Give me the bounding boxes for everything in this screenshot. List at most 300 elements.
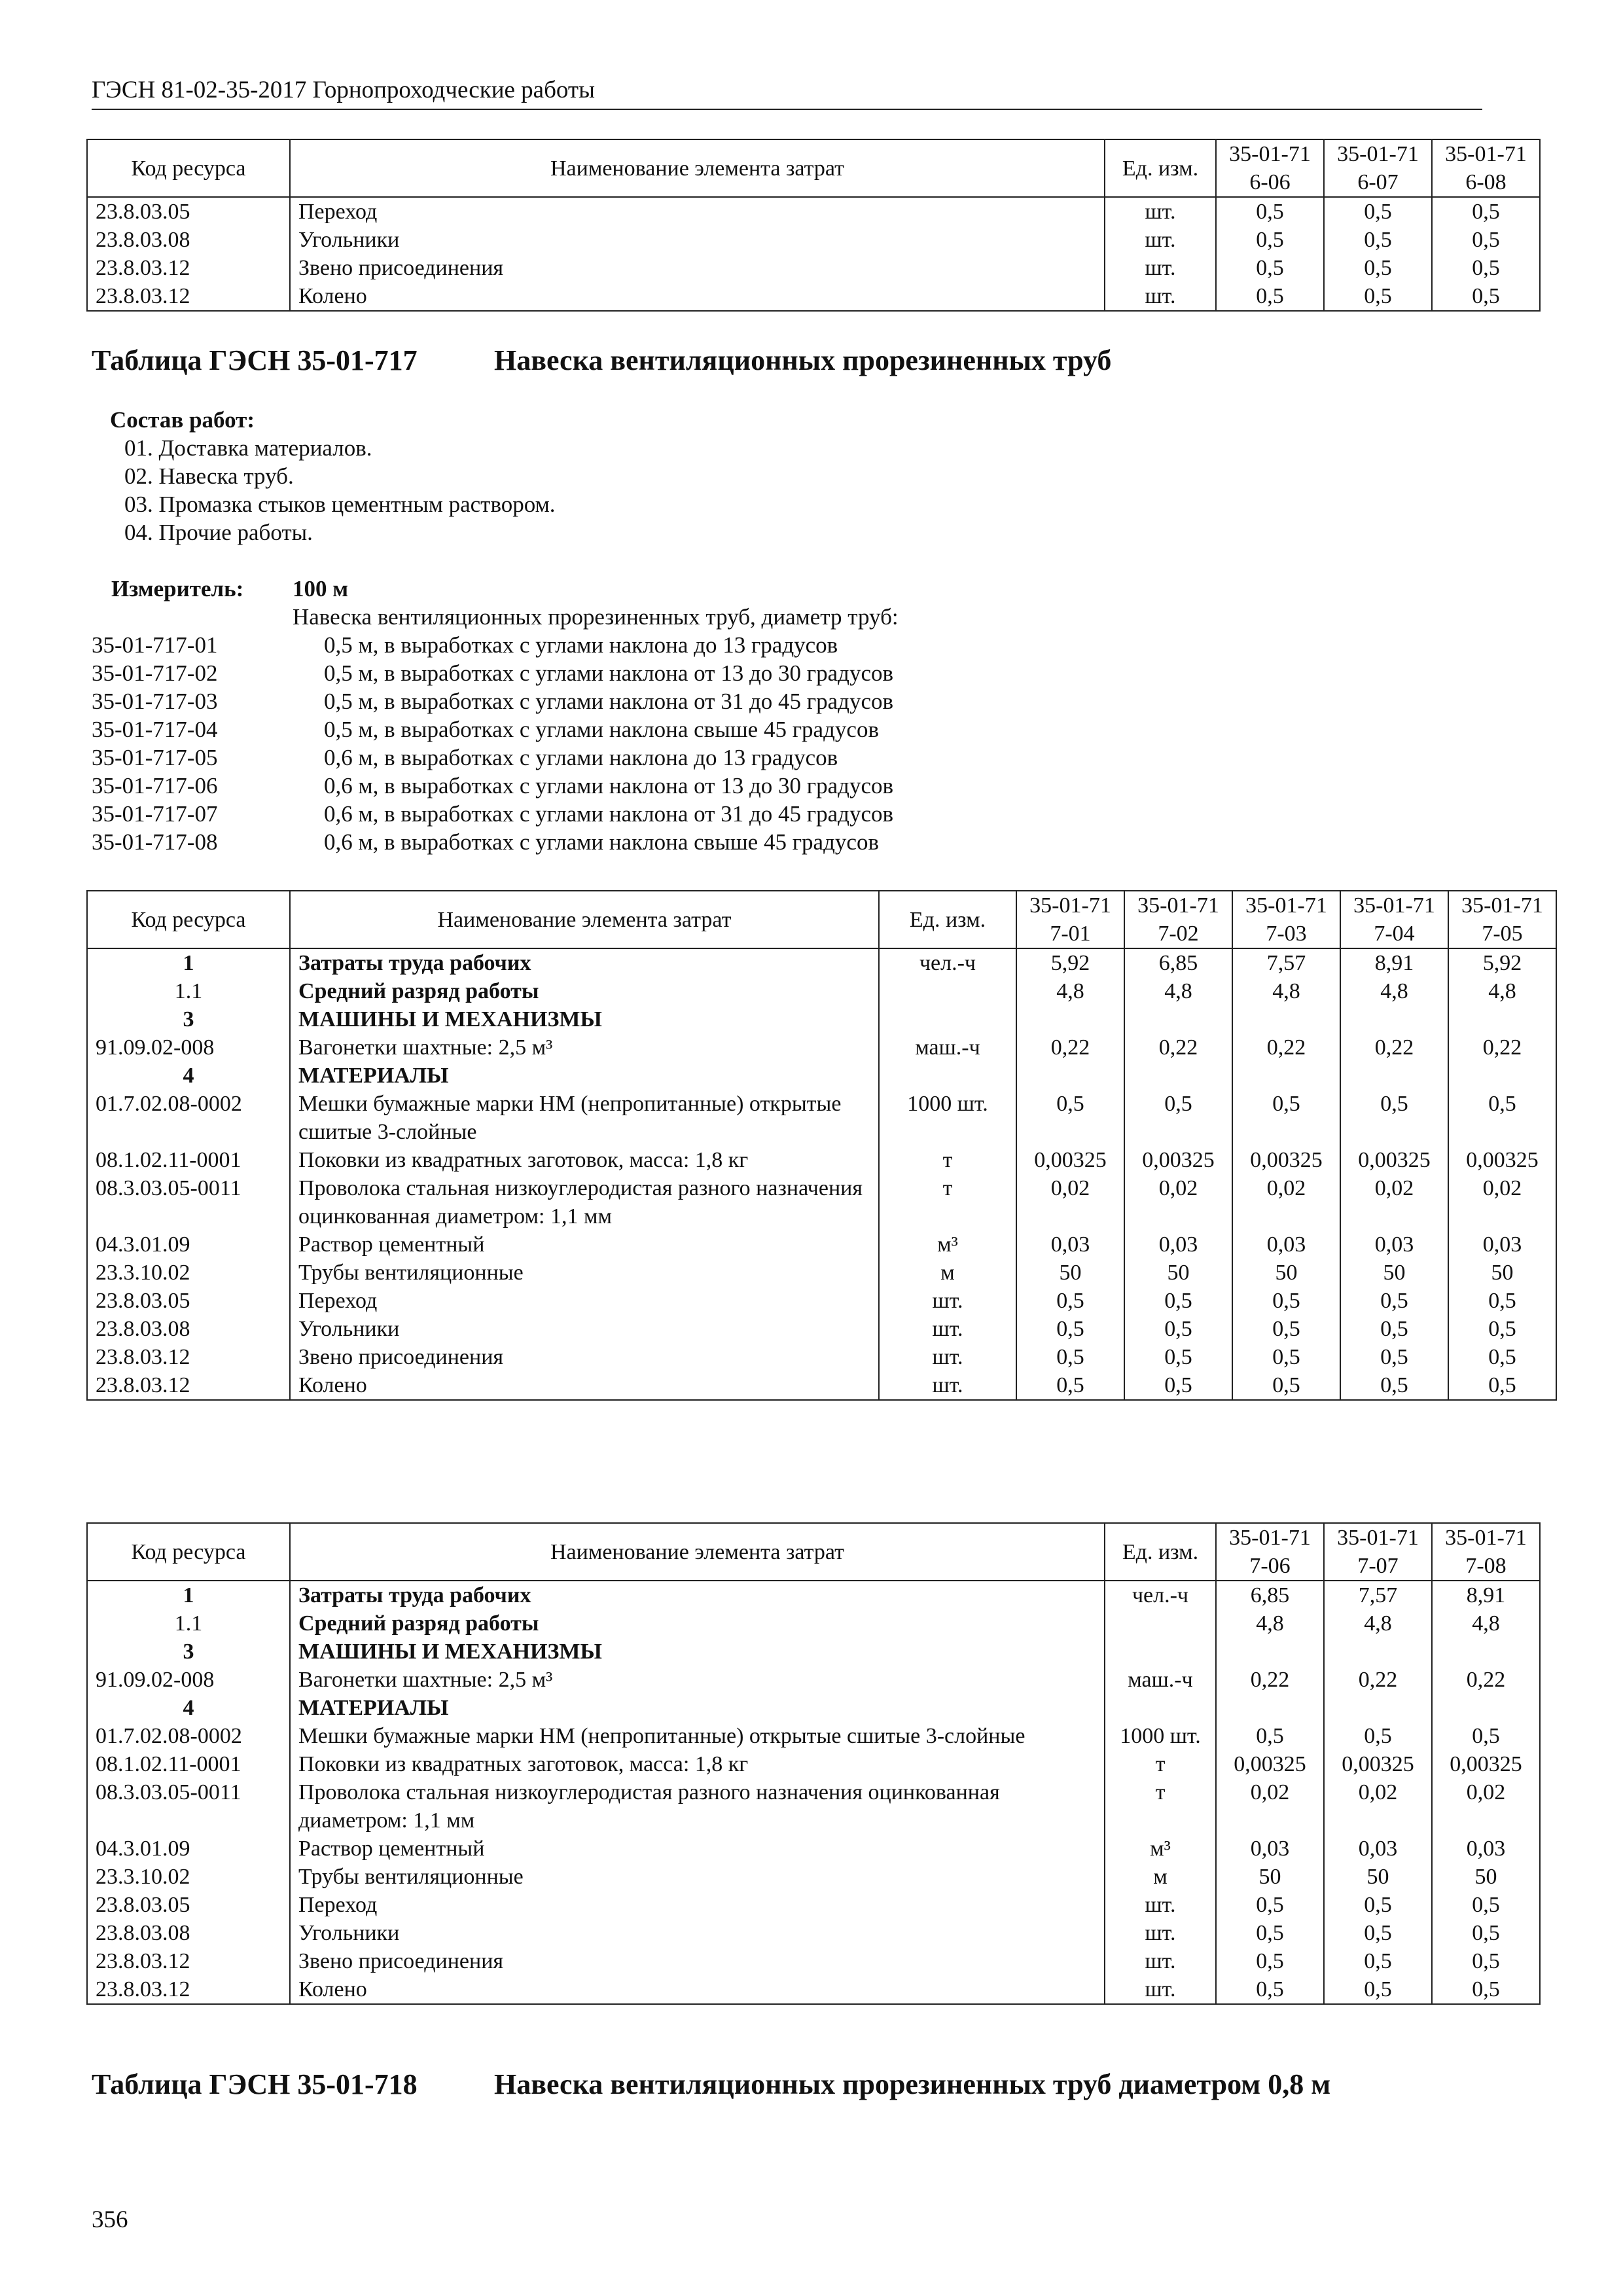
- meter-item: [92, 687, 1008, 715]
- table-heading-718: [92, 2068, 1331, 2101]
- table-row: [87, 1891, 1540, 1919]
- cell-value: 0,00325: [1124, 1146, 1232, 1174]
- cell-name: Угольники: [290, 1315, 879, 1343]
- cell-name: МАТЕРИАЛЫ: [290, 1062, 879, 1090]
- cell-code: 1: [87, 1581, 290, 1609]
- cell-value: 0,5: [1324, 1975, 1432, 2004]
- cell-unit: шт.: [879, 1287, 1016, 1315]
- cell-value: 50: [1016, 1259, 1124, 1287]
- column-header-unit: Ед. изм.: [1105, 1523, 1216, 1581]
- cell-value: 0,5: [1324, 1891, 1432, 1919]
- cell-code: 08.3.03.05-0011: [87, 1778, 290, 1835]
- cell-value: [1340, 1062, 1448, 1090]
- cell-name: Колено: [290, 1371, 879, 1400]
- cell-value: 4,8: [1432, 1609, 1540, 1638]
- cell-code: 04.3.01.09: [87, 1230, 290, 1259]
- table-row: [87, 1315, 1556, 1343]
- cell-value: 0,5: [1216, 254, 1324, 282]
- cell-unit: [1105, 1694, 1216, 1722]
- table-row: [87, 1835, 1540, 1863]
- meter-item: [92, 800, 1008, 828]
- cell-value: [1216, 1638, 1324, 1666]
- cell-value: 7,57: [1324, 1581, 1432, 1609]
- cell-value: 0,5: [1432, 1722, 1540, 1750]
- cell-value: 0,00325: [1016, 1146, 1124, 1174]
- cell-value: 0,22: [1324, 1666, 1432, 1694]
- cell-unit: чел.-ч: [1105, 1581, 1216, 1609]
- cell-value: 6,85: [1124, 948, 1232, 977]
- cell-value: 0,5: [1016, 1343, 1124, 1371]
- meter-label: Измеритель:: [111, 576, 244, 601]
- cell-value: 0,5: [1340, 1315, 1448, 1343]
- table-row: [87, 1230, 1556, 1259]
- table-row: [87, 1947, 1540, 1975]
- page-header: [92, 77, 1482, 110]
- cell-code: 08.1.02.11-0001: [87, 1750, 290, 1778]
- cell-name: Вагонетки шахтные: 2,5 м³: [290, 1666, 1105, 1694]
- cell-value: 0,5: [1016, 1315, 1124, 1343]
- work-item: 03. Промазка стыков цементным раствором.: [124, 492, 556, 517]
- cell-name: Звено присоединения: [290, 254, 1105, 282]
- table-row: [87, 1371, 1556, 1400]
- cell-value: 0,5: [1016, 1287, 1124, 1315]
- cell-value: 0,5: [1448, 1287, 1556, 1315]
- cell-name: Мешки бумажные марки НМ (непропитанные) открытые сшитые 3-слойные: [290, 1090, 879, 1146]
- cell-value: 4,8: [1448, 977, 1556, 1005]
- cell-name: Средний разряд работы: [290, 977, 879, 1005]
- meter-item: [92, 772, 1008, 800]
- cell-value: 0,03: [1232, 1230, 1340, 1259]
- table-row: [87, 1863, 1540, 1891]
- cell-value: 0,03: [1340, 1230, 1448, 1259]
- cell-unit: т: [879, 1146, 1016, 1174]
- cell-value: [1432, 1638, 1540, 1666]
- cell-value: 0,00325: [1232, 1146, 1340, 1174]
- work-item: 02. Навеска труб.: [124, 463, 294, 489]
- cell-value: [1448, 1005, 1556, 1033]
- table-row: [87, 1919, 1540, 1947]
- cell-value: 0,22: [1124, 1033, 1232, 1062]
- cell-name: МАШИНЫ И МЕХАНИЗМЫ: [290, 1005, 879, 1033]
- cell-name: Затраты труда рабочих: [290, 948, 879, 977]
- cost-table-717-01-05: [86, 890, 1557, 1401]
- cell-value: 0,5: [1232, 1343, 1340, 1371]
- cell-value: [1124, 1062, 1232, 1090]
- column-header-norm: 35-01-716-08: [1432, 139, 1540, 197]
- cell-code: 04.3.01.09: [87, 1835, 290, 1863]
- cell-name: Переход: [290, 197, 1105, 226]
- meter-item: [92, 631, 1008, 659]
- meter-item: [92, 744, 1008, 772]
- cell-unit: шт.: [879, 1343, 1016, 1371]
- cell-value: 4,8: [1340, 977, 1448, 1005]
- cell-value: 0,02: [1448, 1174, 1556, 1230]
- cell-value: 0,5: [1016, 1090, 1124, 1146]
- cell-code: 23.8.03.12: [87, 1947, 290, 1975]
- meter-item-code: 35-01-717-03: [92, 689, 218, 714]
- table-row: [87, 1259, 1556, 1287]
- cell-value: 0,5: [1232, 1090, 1340, 1146]
- meter-item-text: 0,6 м, в выработках с углами наклона от 31 до 45 градусов: [324, 801, 894, 827]
- column-header-unit: Ед. изм.: [879, 891, 1016, 948]
- cell-value: 0,5: [1216, 1975, 1324, 2004]
- column-header-unit: Ед. изм.: [1105, 139, 1216, 197]
- cost-table-716-continuation: [86, 139, 1541, 312]
- cell-unit: шт.: [1105, 254, 1216, 282]
- cost-table-717-06-08: [86, 1522, 1541, 2005]
- cell-name: Колено: [290, 1975, 1105, 2004]
- table-heading-name: Навеска вентиляционных прорезиненных труб диаметром 0,8 м: [494, 2068, 1331, 2100]
- cell-value: 4,8: [1016, 977, 1124, 1005]
- cell-value: 0,03: [1016, 1230, 1124, 1259]
- table-row: [87, 1722, 1540, 1750]
- cell-value: 0,5: [1448, 1315, 1556, 1343]
- cell-value: 4,8: [1124, 977, 1232, 1005]
- cell-value: 0,5: [1324, 1722, 1432, 1750]
- cell-value: 0,00325: [1324, 1750, 1432, 1778]
- cell-code: 08.1.02.11-0001: [87, 1146, 290, 1174]
- cell-code: 1: [87, 948, 290, 977]
- table-header-row: [87, 139, 1540, 197]
- cell-name: Мешки бумажные марки НМ (непропитанные) открытые сшитые 3-слойные: [290, 1722, 1105, 1750]
- column-header-name: Наименование элемента затрат: [290, 1523, 1105, 1581]
- column-header-norm: 35-01-717-07: [1324, 1523, 1432, 1581]
- cell-code: 3: [87, 1638, 290, 1666]
- column-header-name: Наименование элемента затрат: [290, 891, 879, 948]
- meter-item-text: 0,5 м, в выработках с углами наклона от 13 до 30 градусов: [324, 660, 894, 686]
- cell-code: 08.3.03.05-0011: [87, 1174, 290, 1230]
- cell-value: 8,91: [1432, 1581, 1540, 1609]
- cell-value: 0,5: [1216, 1891, 1324, 1919]
- column-header-code: Код ресурса: [87, 891, 290, 948]
- cell-value: 0,5: [1324, 226, 1432, 254]
- cell-value: 0,03: [1324, 1835, 1432, 1863]
- meter-item-code: 35-01-717-02: [92, 660, 218, 686]
- cell-value: 0,22: [1448, 1033, 1556, 1062]
- column-header-norm: 35-01-717-06: [1216, 1523, 1324, 1581]
- cell-unit: шт.: [1105, 1975, 1216, 2004]
- cell-code: 91.09.02-008: [87, 1666, 290, 1694]
- table-row: [87, 1581, 1540, 1609]
- table-row: [87, 1287, 1556, 1315]
- meter-block: [92, 575, 1008, 856]
- cell-value: 0,02: [1432, 1778, 1540, 1835]
- column-header-norm: 35-01-716-07: [1324, 139, 1432, 197]
- cell-value: 4,8: [1232, 977, 1340, 1005]
- cell-value: 0,5: [1340, 1343, 1448, 1371]
- cell-value: 0,22: [1016, 1033, 1124, 1062]
- cell-value: 0,5: [1124, 1371, 1232, 1400]
- cell-name: Проволока стальная низкоуглеродистая разного назначения оцинкованная диаметром: 1,1 мм: [290, 1174, 879, 1230]
- cell-name: МАШИНЫ И МЕХАНИЗМЫ: [290, 1638, 1105, 1666]
- cell-value: 0,5: [1016, 1371, 1124, 1400]
- cell-code: 1.1: [87, 977, 290, 1005]
- cell-value: 50: [1124, 1259, 1232, 1287]
- column-header-name: Наименование элемента затрат: [290, 139, 1105, 197]
- cell-value: 0,5: [1448, 1090, 1556, 1146]
- cell-value: 0,02: [1340, 1174, 1448, 1230]
- table-row: [87, 1343, 1556, 1371]
- cell-code: 23.8.03.05: [87, 1287, 290, 1315]
- cell-value: 0,03: [1448, 1230, 1556, 1259]
- cell-value: 50: [1232, 1259, 1340, 1287]
- table-row: [87, 977, 1556, 1005]
- cell-value: 0,5: [1232, 1287, 1340, 1315]
- cell-value: 0,22: [1216, 1666, 1324, 1694]
- cell-value: [1124, 1005, 1232, 1033]
- cell-value: 0,5: [1216, 282, 1324, 311]
- cell-name: Трубы вентиляционные: [290, 1259, 879, 1287]
- cell-value: 0,5: [1216, 226, 1324, 254]
- cell-value: 0,5: [1432, 1947, 1540, 1975]
- cell-code: 23.8.03.12: [87, 254, 290, 282]
- cell-value: 0,5: [1340, 1287, 1448, 1315]
- column-header-norm: 35-01-716-06: [1216, 139, 1324, 197]
- cell-code: 23.3.10.02: [87, 1259, 290, 1287]
- meter-item: [92, 715, 1008, 744]
- cell-name: Средний разряд работы: [290, 1609, 1105, 1638]
- cell-value: 0,5: [1216, 1947, 1324, 1975]
- cell-value: 0,5: [1432, 254, 1540, 282]
- cell-value: 4,8: [1324, 1609, 1432, 1638]
- cell-value: 0,5: [1324, 197, 1432, 226]
- work-composition-title: Состав работ:: [110, 407, 255, 433]
- table-row: [87, 1146, 1556, 1174]
- table-row: [87, 1609, 1540, 1638]
- meter-item-text: 0,5 м, в выработках с углами наклона свыше 45 градусов: [324, 717, 879, 742]
- cell-name: Трубы вентиляционные: [290, 1863, 1105, 1891]
- cell-name: Проволока стальная низкоуглеродистая разного назначения оцинкованная диаметром: 1,1 мм: [290, 1778, 1105, 1835]
- cell-value: 0,02: [1324, 1778, 1432, 1835]
- meter-item-code: 35-01-717-05: [92, 745, 218, 770]
- cell-value: 0,5: [1232, 1315, 1340, 1343]
- cell-code: 01.7.02.08-0002: [87, 1722, 290, 1750]
- table-row: [87, 1090, 1556, 1146]
- cell-unit: 1000 шт.: [879, 1090, 1016, 1146]
- cell-unit: т: [1105, 1750, 1216, 1778]
- cell-unit: т: [879, 1174, 1016, 1230]
- cell-value: 0,5: [1232, 1371, 1340, 1400]
- cell-value: 50: [1324, 1863, 1432, 1891]
- cell-value: 0,22: [1340, 1033, 1448, 1062]
- cell-value: 0,5: [1432, 226, 1540, 254]
- cell-value: 0,5: [1340, 1371, 1448, 1400]
- work-item: 01. Доставка материалов.: [124, 435, 372, 461]
- table-row: [87, 1750, 1540, 1778]
- cell-value: 50: [1432, 1863, 1540, 1891]
- cell-name: Затраты труда рабочих: [290, 1581, 1105, 1609]
- meter-item-code: 35-01-717-07: [92, 801, 218, 827]
- cell-value: [1432, 1694, 1540, 1722]
- cell-value: 0,5: [1448, 1343, 1556, 1371]
- meter-item-text: 0,5 м, в выработках с углами наклона от 31 до 45 градусов: [324, 689, 894, 714]
- cell-unit: [879, 977, 1016, 1005]
- column-header-code: Код ресурса: [87, 1523, 290, 1581]
- cell-name: Раствор цементный: [290, 1835, 1105, 1863]
- cell-value: 4,8: [1216, 1609, 1324, 1638]
- cell-unit: м³: [879, 1230, 1016, 1259]
- cell-unit: маш.-ч: [1105, 1666, 1216, 1694]
- cell-value: 0,5: [1124, 1287, 1232, 1315]
- cell-value: 0,5: [1324, 254, 1432, 282]
- cell-name: Вагонетки шахтные: 2,5 м³: [290, 1033, 879, 1062]
- cell-value: 0,02: [1124, 1174, 1232, 1230]
- work-composition: [110, 406, 556, 547]
- table-row: [87, 948, 1556, 977]
- meter-item-text: 0,6 м, в выработках с углами наклона свыше 45 градусов: [324, 829, 879, 855]
- cell-value: [1232, 1062, 1340, 1090]
- cell-name: Переход: [290, 1287, 879, 1315]
- table-row: [87, 1033, 1556, 1062]
- cell-value: 6,85: [1216, 1581, 1324, 1609]
- meter-item: [92, 659, 1008, 687]
- cell-code: 23.8.03.08: [87, 226, 290, 254]
- meter-item-text: 0,6 м, в выработках с углами наклона до 13 градусов: [324, 745, 838, 770]
- cell-unit: шт.: [1105, 1919, 1216, 1947]
- table-heading-code: Таблица ГЭСН 35-01-718: [92, 2068, 418, 2100]
- table-row: [87, 1638, 1540, 1666]
- table-header-row: [87, 891, 1556, 948]
- cell-code: 23.8.03.05: [87, 197, 290, 226]
- cell-unit: шт.: [1105, 1947, 1216, 1975]
- column-header-norm: 35-01-717-05: [1448, 891, 1556, 948]
- cell-value: 0,5: [1324, 1947, 1432, 1975]
- cell-code: 1.1: [87, 1609, 290, 1638]
- cell-value: 0,5: [1324, 1919, 1432, 1947]
- table-row: [87, 282, 1540, 311]
- column-header-norm: 35-01-717-04: [1340, 891, 1448, 948]
- table-row: [87, 1174, 1556, 1230]
- column-header-code: Код ресурса: [87, 139, 290, 197]
- cell-code: 23.8.03.12: [87, 1975, 290, 2004]
- meter-item-code: 35-01-717-01: [92, 632, 218, 658]
- cell-value: 0,00325: [1216, 1750, 1324, 1778]
- cell-unit: маш.-ч: [879, 1033, 1016, 1062]
- column-header-norm: 35-01-717-08: [1432, 1523, 1540, 1581]
- table-row: [87, 254, 1540, 282]
- table-heading-code: Таблица ГЭСН 35-01-717: [92, 344, 418, 376]
- table-row: [87, 197, 1540, 226]
- cell-value: [1340, 1005, 1448, 1033]
- cell-unit: шт.: [879, 1371, 1016, 1400]
- cell-value: 0,22: [1432, 1666, 1540, 1694]
- meter-item-code: 35-01-717-04: [92, 717, 218, 742]
- cell-code: 4: [87, 1694, 290, 1722]
- cell-value: 0,03: [1124, 1230, 1232, 1259]
- meter-item-code: 35-01-717-06: [92, 773, 218, 798]
- cell-unit: [879, 1005, 1016, 1033]
- cell-unit: [1105, 1638, 1216, 1666]
- cell-value: 0,5: [1432, 197, 1540, 226]
- cell-value: [1324, 1694, 1432, 1722]
- cell-value: 50: [1216, 1863, 1324, 1891]
- cell-code: 23.8.03.08: [87, 1919, 290, 1947]
- cell-value: [1448, 1062, 1556, 1090]
- cell-name: Звено присоединения: [290, 1947, 1105, 1975]
- cell-code: 23.8.03.08: [87, 1315, 290, 1343]
- cell-unit: м: [1105, 1863, 1216, 1891]
- cell-unit: чел.-ч: [879, 948, 1016, 977]
- cell-code: 23.8.03.12: [87, 282, 290, 311]
- cell-value: [1216, 1694, 1324, 1722]
- cell-name: Раствор цементный: [290, 1230, 879, 1259]
- work-item: 04. Прочие работы.: [124, 520, 313, 545]
- meter-intro: Навеска вентиляционных прорезиненных труб, диаметр труб:: [293, 604, 899, 630]
- cell-value: 0,5: [1432, 282, 1540, 311]
- cell-value: 0,02: [1016, 1174, 1124, 1230]
- cell-code: 91.09.02-008: [87, 1033, 290, 1062]
- cell-code: 23.8.03.12: [87, 1343, 290, 1371]
- cell-code: 23.8.03.05: [87, 1891, 290, 1919]
- cell-value: 7,57: [1232, 948, 1340, 977]
- cell-unit: шт.: [1105, 282, 1216, 311]
- meter-item-text: 0,6 м, в выработках с углами наклона от 13 до 30 градусов: [324, 773, 894, 798]
- cell-value: [1016, 1005, 1124, 1033]
- cell-unit: шт.: [1105, 226, 1216, 254]
- cell-value: 0,5: [1124, 1315, 1232, 1343]
- running-title: ГЭСН 81-02-35-2017 Горнопроходческие работы: [92, 77, 595, 103]
- cell-name: МАТЕРИАЛЫ: [290, 1694, 1105, 1722]
- column-header-norm: 35-01-717-03: [1232, 891, 1340, 948]
- cell-value: [1232, 1005, 1340, 1033]
- cell-name: Колено: [290, 282, 1105, 311]
- column-header-norm: 35-01-717-01: [1016, 891, 1124, 948]
- cell-value: 0,5: [1340, 1090, 1448, 1146]
- cell-name: Угольники: [290, 1919, 1105, 1947]
- cell-unit: м³: [1105, 1835, 1216, 1863]
- cell-value: 8,91: [1340, 948, 1448, 977]
- table-row: [87, 1005, 1556, 1033]
- cell-unit: шт.: [1105, 1891, 1216, 1919]
- cell-value: 5,92: [1016, 948, 1124, 977]
- cell-value: 0,5: [1432, 1975, 1540, 2004]
- cell-value: 0,5: [1124, 1090, 1232, 1146]
- cell-code: 01.7.02.08-0002: [87, 1090, 290, 1146]
- cell-value: 0,5: [1216, 1919, 1324, 1947]
- table-row: [87, 1778, 1540, 1835]
- meter-item: [92, 828, 1008, 856]
- cell-value: 0,5: [1448, 1371, 1556, 1400]
- meter-item-code: 35-01-717-08: [92, 829, 218, 855]
- cell-code: 3: [87, 1005, 290, 1033]
- cell-value: 0,5: [1432, 1891, 1540, 1919]
- table-row: [87, 1975, 1540, 2004]
- cell-value: 0,5: [1432, 1919, 1540, 1947]
- cell-value: 5,92: [1448, 948, 1556, 977]
- cell-unit: шт.: [879, 1315, 1016, 1343]
- cell-unit: [1105, 1609, 1216, 1638]
- cell-name: Угольники: [290, 226, 1105, 254]
- cell-value: 0,5: [1216, 197, 1324, 226]
- cell-value: 0,00325: [1432, 1750, 1540, 1778]
- table-row: [87, 1062, 1556, 1090]
- table-row: [87, 226, 1540, 254]
- cell-value: 0,02: [1216, 1778, 1324, 1835]
- meter-item-text: 0,5 м, в выработках с углами наклона до 13 градусов: [324, 632, 838, 658]
- table-row: [87, 1694, 1540, 1722]
- cell-name: Поковки из квадратных заготовок, масса: 1,8 кг: [290, 1146, 879, 1174]
- cell-unit: [879, 1062, 1016, 1090]
- cell-name: Поковки из квадратных заготовок, масса: 1,8 кг: [290, 1750, 1105, 1778]
- cell-unit: м: [879, 1259, 1016, 1287]
- cell-value: 0,5: [1324, 282, 1432, 311]
- cell-code: 23.3.10.02: [87, 1863, 290, 1891]
- cell-value: 0,00325: [1448, 1146, 1556, 1174]
- cell-value: 0,03: [1432, 1835, 1540, 1863]
- cell-value: 50: [1340, 1259, 1448, 1287]
- meter-value: 100 м: [293, 576, 349, 601]
- cell-code: 4: [87, 1062, 290, 1090]
